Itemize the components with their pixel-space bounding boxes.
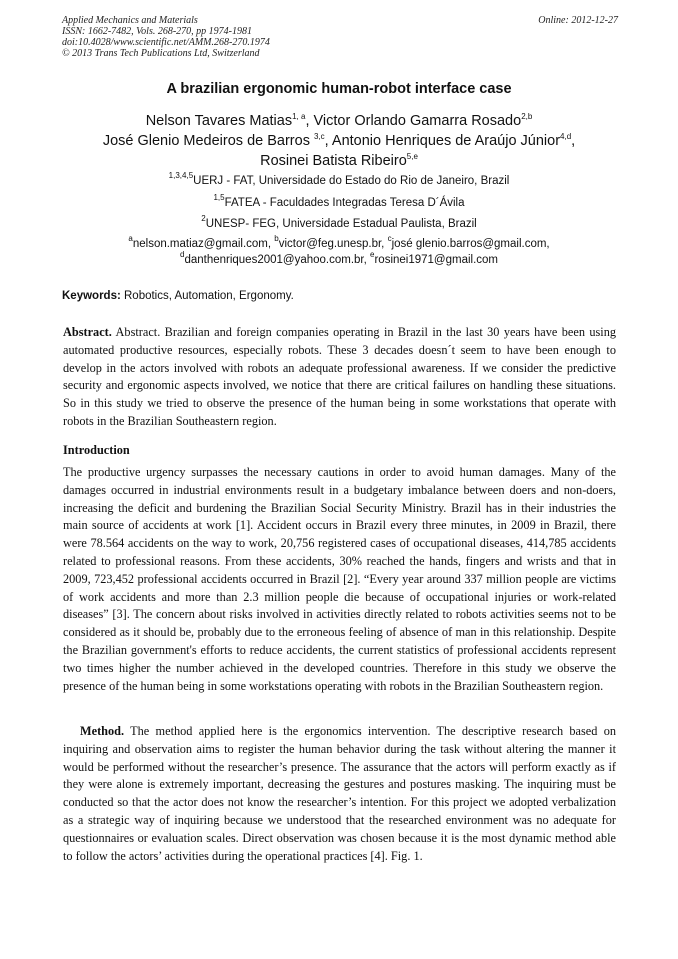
author-sup: 3,c <box>313 132 325 141</box>
email-link[interactable]: josé glenio.barros@gmail.com, <box>391 238 550 250</box>
keywords <box>62 290 294 302</box>
author-name: Nelson Tavares Matias <box>145 113 293 129</box>
affiliation <box>0 193 678 209</box>
affiliation-sup: 2 <box>201 214 206 223</box>
author-name: Rosinei Batista Ribeiro <box>260 153 407 169</box>
author-sup: 1, a <box>292 112 306 121</box>
keywords-label: Keywords: <box>62 290 121 302</box>
keywords-text: Robotics, Automation, Ergonomy. <box>120 290 294 302</box>
affiliation <box>0 214 678 230</box>
author-sup: 2,b <box>521 112 533 121</box>
affiliation-sup: 1,3,4,5 <box>168 171 194 180</box>
author-sup: 4,d <box>560 132 572 141</box>
abstract-text: Abstract. Brazilian and foreign companies operating in Brazil in the last 30 years have been using automated productive resources, especially robots. These 3 decades doesn´t seem to have been enough to develop in the actors involved with robots an adequate professional awareness. If we consider the predictive security and ergonomic aspects involved, we notice that there are critical failures on handling these situations. So in this study we tried to observe the presence of the human being in some workstations that operate with robots in the Brazilian Southeastern region. <box>63 325 616 428</box>
method-paragraph <box>63 723 616 865</box>
affiliation-text: UNESP- FEG, Universidade Estadual Paulista, Brazil <box>205 218 477 230</box>
affiliation-text: UERJ - FAT, Universidade do Estado do Rio de Janeiro, Brazil <box>193 175 510 187</box>
issn-line: ISSN: 1662-7482, Vols. 268-270, pp 1974-1981 <box>62 26 252 37</box>
author-separator: , <box>571 133 576 149</box>
email-sup: b <box>274 234 279 243</box>
author-line-3 <box>0 151 678 171</box>
method-label: Method. <box>80 724 125 738</box>
affiliation-sup: 1,5 <box>213 193 225 202</box>
email-line-2 <box>0 252 678 268</box>
method-text: The method applied here is the ergonomics intervention. The descriptive research based on inquiring and observation aims to register the human behavior during the task without altering the manner it would be performed without the researcher’s presence. The assurance that the actors will perform exactly as if they were alone is extremely important, decreasing the gestures and postures masking. The inquiring must be conducted so that the actor does not know the researcher’s intention. For this project we adopted verbalization as a strategic way of inquiring because we understood that the researched environment was no adequate for questionnaires or evaluation scales. Direct observation was chosen because it is the most dynamic method able to follow the actors’ activities during the operational practices [4]. Fig. 1. <box>63 724 616 863</box>
author-line-2 <box>0 131 678 151</box>
paper-title: A brazilian ergonomic human-robot interface case <box>166 81 512 97</box>
email-list <box>0 236 678 268</box>
affiliation-text: FATEA - Faculdades Integradas Teresa D´Ávila <box>224 197 465 209</box>
introduction-heading: Introduction <box>63 443 130 457</box>
doi-line[interactable]: doi:10.4028/www.scientific.net/AMM.268-270.1974 <box>62 37 270 48</box>
email-link[interactable]: nelson.matiaz@gmail.com, <box>132 238 275 250</box>
author-name: José Glenio Medeiros de Barros <box>102 133 314 149</box>
abstract-paragraph <box>63 324 616 431</box>
journal-name: Applied Mechanics and Materials <box>62 15 198 26</box>
affiliation <box>0 171 678 187</box>
email-sup: d <box>179 250 185 259</box>
author-name: Victor Orlando Gamarra Rosado <box>313 113 522 129</box>
abstract-label: Abstract. <box>63 325 112 339</box>
author-list <box>0 111 678 171</box>
email-link[interactable]: rosinei1971@gmail.com <box>374 254 499 266</box>
email-link[interactable]: victor@feg.unesp.br, <box>278 238 388 250</box>
author-separator: , <box>305 113 314 129</box>
email-line-1 <box>0 236 678 252</box>
email-link[interactable]: danthenriques2001@yahoo.com.br, <box>184 254 371 266</box>
online-date: Online: 2012-12-27 <box>538 15 618 26</box>
email-sup: a <box>128 234 133 243</box>
author-line-1 <box>0 111 678 131</box>
author-name: Antonio Henriques de Araújo Júnior <box>331 133 561 149</box>
author-separator: , <box>324 133 332 149</box>
author-sup: 5,e <box>406 152 418 161</box>
journal-header <box>62 15 618 59</box>
email-sup: c <box>387 234 392 243</box>
copyright-line: © 2013 Trans Tech Publications Ltd, Switzerland <box>62 48 260 59</box>
email-sup: e <box>370 250 375 259</box>
introduction-paragraph: The productive urgency surpasses the necessary cautions in order to avoid human damages. Many of the damages occurred in industrial environments result in a budgetary imbalance between doers and non-doers, increasing the deficit and burdening the Brazilian Social Security Ministry. Brazil has in their industries the main source of accidents at work [1]. Accident occurs in Brazil every three minutes, in 2009 in Brazil, there were 78.564 accidents on the way to work, 20,756 registered cases of occupational diseases, 414,785 accidents related to professional reasons. From these accidents, 30% reached the hands, fingers and wrists and that in 2009, 723,452 professional accidents occurred in Brazil [2]. “Every year around 337 million people are victims of work accidents and more than 2.3 million people die because of occupational injuries or work-related diseases” [3]. The concern about risks involved in activities directly related to robots activities seems not to be considered as it should be, probably due to the erroneous feeling of absence of man in this relationship. Despite the Brazilian government's efforts to reduce accidents, the current statistics of professional accidents represent two times higher the number achieved in the developed countries. Therefore in this study we observe the presence of the human being in some workstations operating with robots in the Brazilian Southeastern region. <box>63 465 616 693</box>
